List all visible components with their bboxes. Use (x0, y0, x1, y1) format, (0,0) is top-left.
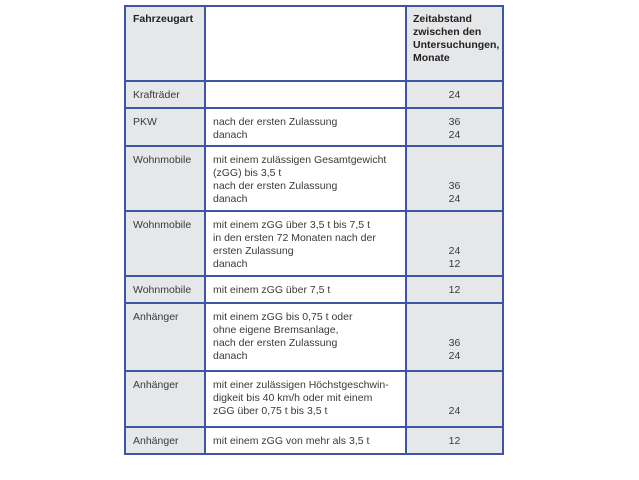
interval-cell: 12 (406, 427, 503, 454)
table-row (125, 427, 503, 454)
table-row (125, 276, 503, 303)
interval-cell: 24 12 (406, 211, 503, 276)
vehicle-type-cell: Anhänger (125, 303, 205, 371)
description-cell: nach der ersten Zulassung danach (205, 108, 406, 146)
description-cell (205, 81, 406, 108)
description-cell: mit einem zulässigen Gesamtgewicht (zGG) bis 3,5 t nach der ersten Zulassung danach (205, 146, 406, 211)
inspection-interval-table (124, 5, 504, 455)
header-interval: Zeitabstand zwischen den Untersuchungen, Monate (406, 6, 503, 81)
vehicle-type-cell: Wohnmobile (125, 276, 205, 303)
interval-cell: 24 (406, 371, 503, 427)
vehicle-type-cell: Wohnmobile (125, 211, 205, 276)
interval-cell: 12 (406, 276, 503, 303)
vehicle-type-cell: Wohnmobile (125, 146, 205, 211)
table-row (125, 81, 503, 108)
interval-cell: 36 24 (406, 146, 503, 211)
table-row (125, 211, 503, 276)
table-row (125, 371, 503, 427)
interval-cell: 36 24 (406, 108, 503, 146)
header-description (205, 6, 406, 81)
description-cell: mit einem zGG von mehr als 3,5 t (205, 427, 406, 454)
description-cell: mit einem zGG über 3,5 t bis 7,5 t in den ersten 72 Monaten nach der ersten Zulassung danach (205, 211, 406, 276)
description-cell: mit einem zGG über 7,5 t (205, 276, 406, 303)
header-vehicle-type: Fahrzeugart (125, 6, 205, 81)
table-header-row (125, 6, 503, 81)
vehicle-type-cell: Anhänger (125, 371, 205, 427)
table-row (125, 303, 503, 371)
description-cell: mit einer zulässigen Höchstgeschwin- digkeit bis 40 km/h oder mit einem zGG über 0,75 t bis 3,5 t (205, 371, 406, 427)
interval-cell: 36 24 (406, 303, 503, 371)
vehicle-type-cell: PKW (125, 108, 205, 146)
description-cell: mit einem zGG bis 0,75 t oder ohne eigene Bremsanlage, nach der ersten Zulassung danach (205, 303, 406, 371)
vehicle-type-cell: Krafträder (125, 81, 205, 108)
table-row (125, 108, 503, 146)
table-row (125, 146, 503, 211)
vehicle-type-cell: Anhänger (125, 427, 205, 454)
interval-cell: 24 (406, 81, 503, 108)
